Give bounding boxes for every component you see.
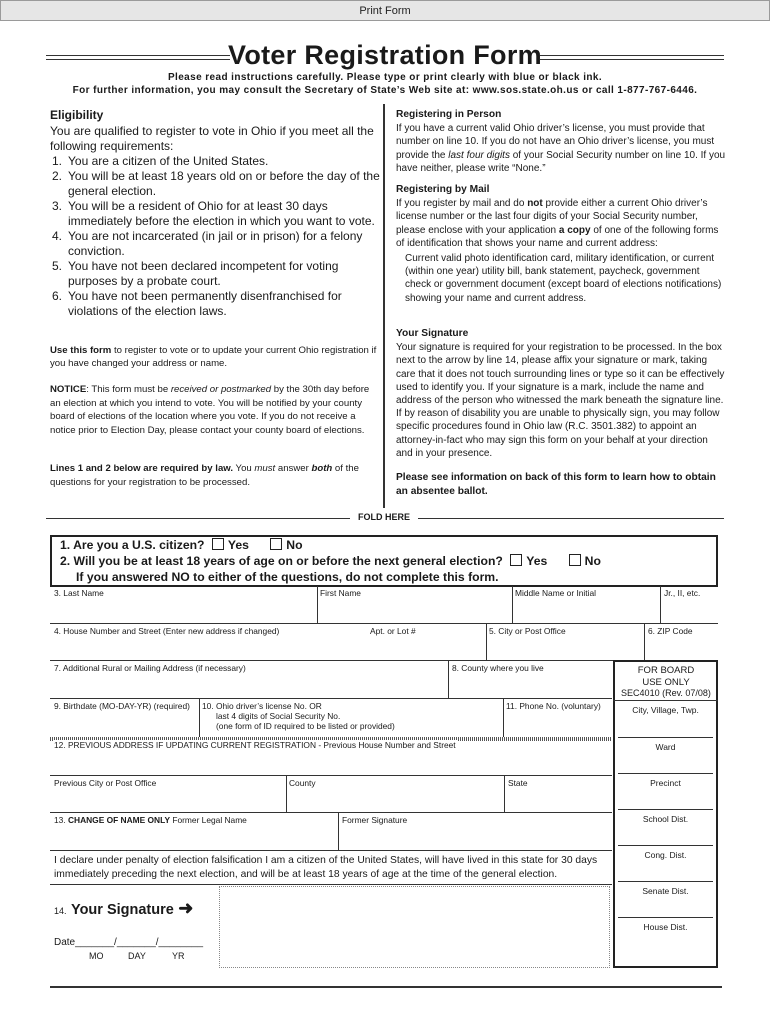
license-label-1: 10. Ohio driver’s license No. OR xyxy=(202,701,322,711)
divider xyxy=(644,623,645,660)
zip-label: 6. ZIP Code xyxy=(648,626,693,636)
use-this-form-text: Use this form to register to vote or to update your current Ohio registration if you have changed your address or name. xyxy=(50,345,377,369)
divider xyxy=(512,586,513,623)
first-name-input[interactable] xyxy=(319,598,511,620)
divider xyxy=(660,586,661,623)
board-field: Senate Dist. xyxy=(614,882,717,918)
eligibility-list xyxy=(50,154,380,319)
print-form-button[interactable]: Print Form xyxy=(0,0,770,21)
rural-address-label: 7. Additional Rural or Mailing Address (if necessary) xyxy=(54,663,246,673)
last-name-input[interactable] xyxy=(52,598,316,620)
instructions-line-2: For further information, you may consult the Secretary of State’s Web site at: www.sos.state.oh.us or call 1-877-767-6446. xyxy=(72,85,698,96)
eligibility-item: 6. You have not been permanently disenfranchised for violations of the election laws. xyxy=(52,289,342,318)
questions-note: If you answered NO to either of the questions, do not complete this form. xyxy=(76,570,499,584)
eligibility-section xyxy=(50,108,380,319)
former-signature-label: Former Signature xyxy=(342,815,408,825)
lines-required-text: Lines 1 and 2 below are required by law. You must answer both of the questions for your registration to be processed. xyxy=(50,463,359,488)
board-field: School Dist. xyxy=(614,810,717,846)
previous-address-label: 12. PREVIOUS ADDRESS IF UPDATING CURRENT REGISTRATION - Previous House Number and Street xyxy=(54,740,456,750)
board-title: FOR BOARD USE ONLY SEC4010 (Rev. 07/08) xyxy=(621,665,711,698)
board-field: Cong. Dist. xyxy=(614,846,717,882)
zip-input[interactable] xyxy=(646,636,718,658)
date-yr: YR xyxy=(172,951,185,961)
eligibility-item: 4. You are not incarcerated (in jail or in prison) for a felony conviction. xyxy=(52,229,363,258)
eligibility-item: 1. You are a citizen of the United States. xyxy=(52,154,269,168)
rural-address-input[interactable] xyxy=(52,673,446,695)
date-label[interactable]: Date_______/_______/________ xyxy=(54,937,204,948)
question-2: 2. Will you be at least 18 years of age on or before the next general election? Yes No xyxy=(60,554,601,568)
divider xyxy=(503,698,504,737)
divider xyxy=(199,698,200,737)
birthdate-input[interactable] xyxy=(52,712,198,734)
eligibility-intro: You are qualified to register to vote in Ohio if you meet all the following requirements: xyxy=(50,124,374,153)
bottom-rule xyxy=(50,986,722,988)
column-divider xyxy=(383,104,385,508)
divider xyxy=(486,623,487,660)
former-name-input[interactable] xyxy=(52,826,336,848)
row-rule xyxy=(50,775,612,776)
phone-label: 11. Phone No. (voluntary) xyxy=(506,701,601,711)
board-field: Precinct xyxy=(614,774,717,810)
phone-input[interactable] xyxy=(505,712,609,734)
eligibility-item: 5. You have not been declared incompetent for voting purposes by a probate court. xyxy=(52,259,339,288)
row-rule xyxy=(50,698,612,699)
in-person-section: Registering in Person If you have a current valid Ohio driver’s license, you must provide that number on line 10. If you do not have an Ohio driver’s license, you must provide the last four digits of your Social Security number on line 10. If you have neither, please write “None.” xyxy=(396,109,726,174)
previous-county-label: County xyxy=(289,778,316,788)
notice-text: NOTICE: This form must be received or postmarked by the 30th day before an election at which you intend to vote. You will be notified by your county board of elections of the location where you vote. If you do not receive a notice prior to Election Day, please contact your county board of elections. xyxy=(50,384,370,436)
by-mail-section: Registering by Mail If you register by mail and do not provide either a current Ohio driver’s license number or the last four digits of your Social Security number, please enclose with your application a copy of one of the following forms of identification that shows your name and current address: Current valid photo identification card, military identification, or current (within one year) utility bill, bank statement, paycheck, government check or government document (except board of elections notifications) showing your name and current address. xyxy=(396,184,722,304)
row-rule xyxy=(613,700,718,701)
your-signature-section: Your Signature Your signature is required for your registration to be processed. In the box next to the arrow by line 14, please affix your signature or mark, taking care that it does not touch surrounding lines or type so it can be effectively used to identify you. If your signature is a mark, include the name and address of the person who witnessed the mark beneath the signature line. If by reason of disability you are unable to physically sign, you may follow specific procedures found in Ohio law (R.C. 3501.382) to appoint an attorney-in-fact who may sign this form on your behalf at your direction and in your presence. xyxy=(396,328,725,459)
divider xyxy=(448,660,449,698)
previous-city-label: Previous City or Post Office xyxy=(54,778,157,788)
row-rule xyxy=(50,850,612,851)
instructions-line-1: Please read instructions carefully. Please type or print clearly with blue or black ink. xyxy=(167,72,603,83)
absentee-ballot-note: Please see information on back of this form to learn how to obtain an absentee ballot. xyxy=(396,472,716,497)
former-signature-input[interactable] xyxy=(340,826,610,848)
suffix-label: Jr., II, etc. xyxy=(664,588,701,598)
row-rule xyxy=(50,623,718,624)
form-title: Voter Registration Form xyxy=(228,40,542,70)
county-input[interactable] xyxy=(450,673,610,695)
city-label: 5. City or Post Office xyxy=(489,626,566,636)
q1-no-checkbox[interactable] xyxy=(270,538,282,550)
row-rule xyxy=(50,884,612,885)
q2-no-checkbox[interactable] xyxy=(569,554,581,566)
divider xyxy=(338,812,339,850)
name-change-label: 13. CHANGE OF NAME ONLY Former Legal Name xyxy=(54,815,247,825)
row-rule xyxy=(50,812,612,813)
date-day: DAY xyxy=(128,951,146,961)
first-name-label: First Name xyxy=(320,588,361,598)
city-input[interactable] xyxy=(488,636,642,658)
divider xyxy=(504,775,505,812)
eligibility-heading: Eligibility xyxy=(50,108,104,122)
fold-rule-left xyxy=(46,518,350,519)
previous-address-input[interactable] xyxy=(52,752,608,772)
suffix-input[interactable] xyxy=(662,598,718,620)
previous-state-label: State xyxy=(508,778,528,788)
middle-name-label: Middle Name or Initial xyxy=(515,588,596,598)
declaration-text: I declare under penalty of election falsification I am a citizen of the United States, will have lived in this state for 30 days immediately preceding the next election, and will be at least 18 years of age at the time of the general election. xyxy=(54,855,598,880)
last-name-label: 3. Last Name xyxy=(54,588,104,598)
signature-label: 14. Your Signature ➜ xyxy=(54,898,194,918)
eligibility-item: 2. You will be at least 18 years old on or before the day of the general election. xyxy=(52,169,380,198)
divider xyxy=(317,586,318,623)
question-1: 1. Are you a U.S. citizen? Yes No xyxy=(60,538,303,552)
board-items xyxy=(614,702,717,954)
fold-rule-right xyxy=(418,518,724,519)
license-label-3: (one form of ID required to be listed or provided) xyxy=(216,721,395,731)
license-label-2: last 4 digits of Social Security No. xyxy=(216,711,341,721)
house-street-label: 4. House Number and Street (Enter new address if changed) xyxy=(54,626,280,636)
fold-here-label: FOLD HERE xyxy=(357,512,410,522)
birthdate-label: 9. Birthdate (MO-DAY-YR) (required) xyxy=(54,701,190,711)
board-field: House Dist. xyxy=(643,922,688,932)
eligibility-item: 3. You will be a resident of Ohio for at least 30 days immediately before the election in which you want to vote. xyxy=(52,199,375,228)
signature-box[interactable] xyxy=(219,886,610,968)
divider xyxy=(286,775,287,812)
apt-lot-label: Apt. or Lot # xyxy=(370,626,416,636)
middle-name-input[interactable] xyxy=(514,598,658,620)
board-field: Ward xyxy=(614,738,717,774)
previous-state-input[interactable] xyxy=(506,788,610,810)
previous-county-input[interactable] xyxy=(288,788,502,810)
license-input[interactable] xyxy=(420,702,500,732)
board-field: City, Village, Twp. xyxy=(614,702,717,738)
q1-yes-checkbox[interactable] xyxy=(212,538,224,550)
county-label: 8. County where you live xyxy=(452,663,544,673)
house-street-input[interactable] xyxy=(52,636,484,658)
arrow-right-icon: ➜ xyxy=(178,898,194,918)
date-mo: MO xyxy=(89,951,104,961)
q2-yes-checkbox[interactable] xyxy=(510,554,522,566)
previous-city-input[interactable] xyxy=(52,788,284,810)
